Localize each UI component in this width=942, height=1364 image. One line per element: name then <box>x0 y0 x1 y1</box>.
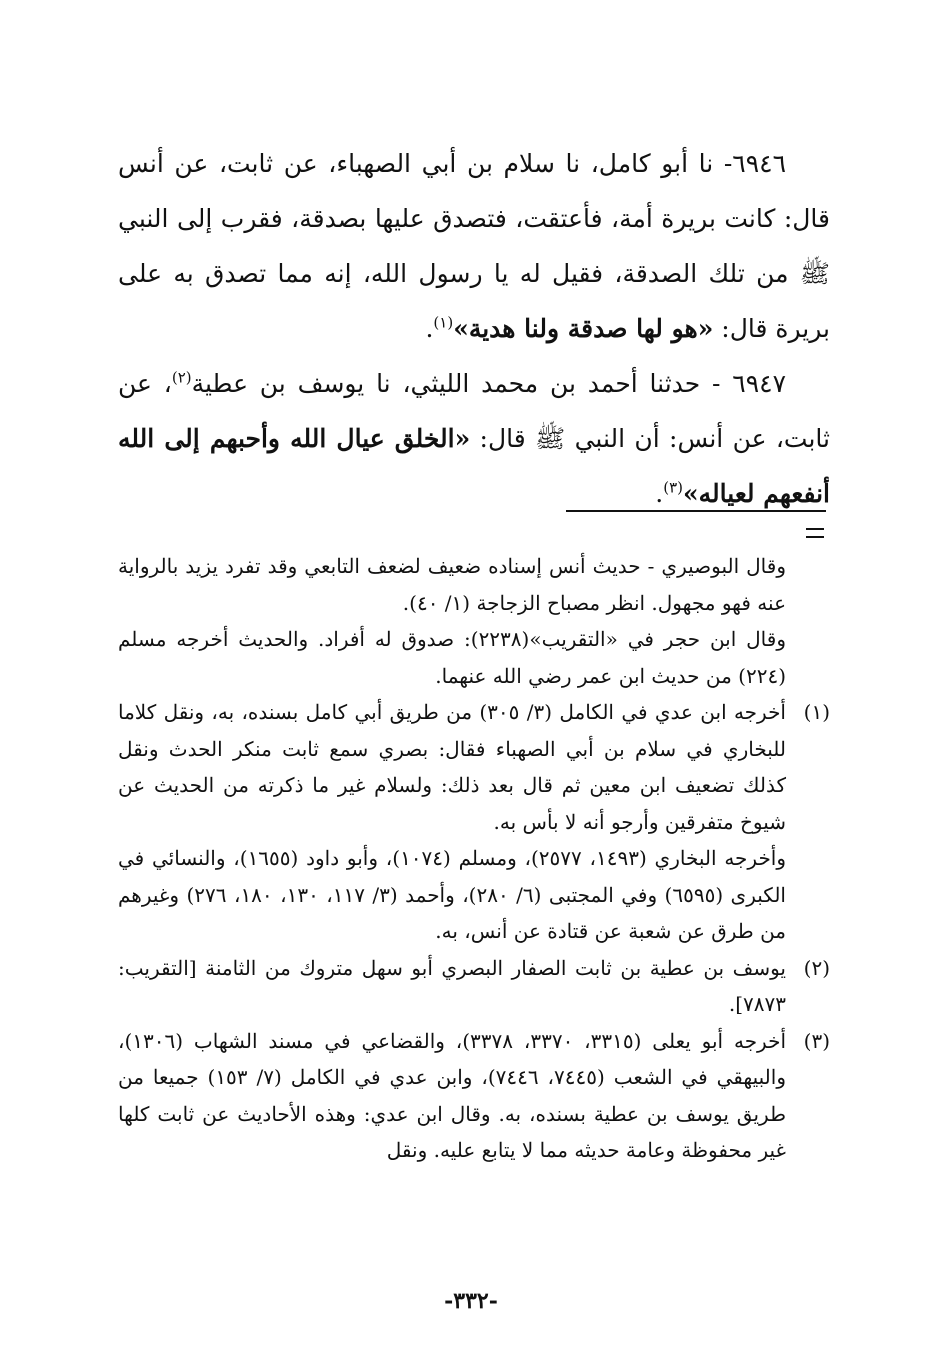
hadith-6946-quote: «هو لها صدقة ولنا هدية» <box>453 314 714 343</box>
hadith-6946 <box>118 136 830 356</box>
footnote-3-text: أخرجه أبو يعلى (٣٣١٥، ٣٣٧٠، ٣٣٧٨)، والقضاعي في مسند الشهاب (١٣٠٦)، والبيهقي في الشعب (٧٤٤٥، ٧٤٤٦)، وابن عدي في الكامل (٧/ ١٥٣) جميعا من طريق يوسف بن عطية بسنده، به. وقال ابن عدي: وهذه الأحاديث عن ثابت كلها غير محفوظة وعامة حديثه مما لا يتابع عليه. ونقل <box>118 1028 787 1162</box>
main-text <box>118 136 830 521</box>
footnote-ref-2: (٢) <box>171 368 192 387</box>
footnote-2 <box>118 950 830 1023</box>
hadith-6947-text-b: ، عن ثابت، عن أنس: أن النبي ﷺ قال: <box>118 369 830 453</box>
footnote-1-number: (١) <box>803 700 830 724</box>
hadith-6947-quote: «الخلق عيال الله وأحبهم إلى الله أنفعهم لعياله» <box>118 424 830 508</box>
footnote-1-text-2: وأخرجه البخاري (١٤٩٣، ٢٥٧٧)، ومسلم (١٠٧٤)، وأبو داود (١٦٥٥)، والنسائي في الكبرى (٦٥٩٥) وفي المجتبى (٦/ ٢٨٠)، وأحمد (٣/ ١١٧، ١٣٠، ١٨٠، ٢٧٦) وغيرهم من طرق عن شعبة عن قتادة عن أنس، به. <box>118 846 787 943</box>
footnote-2-text: يوسف بن عطية بن ثابت الصفار البصري أبو سهل متروك من الثامنة [التقريب: ٧٨٧٣]. <box>118 955 786 1016</box>
footnote-1 <box>118 694 830 840</box>
hadith-6946-end: . <box>425 314 434 343</box>
hadith-6947-end: . <box>655 479 664 508</box>
page-number: -٣٣٢- <box>444 1288 498 1314</box>
footnote-3 <box>118 1023 830 1169</box>
footnote-ref-3: (٣) <box>663 478 684 497</box>
hadith-6947-text-a: ٦٩٤٧ - حدثنا أحمد بن محمد الليثي، نا يوسف بن عطية <box>191 369 786 398</box>
footnote-1-text: أخرجه ابن عدي في الكامل (٣/ ٣٠٥) من طريق أبي كامل بسنده، به، ونقل كلاما للبخاري في سلام بن أبي الصهباء فقال: بصري سمع ثابت منكر الحدث ونقل كذلك تضعيف ابن معين ثم قال بعد ذلك: ولسلام غير ما ذكرته من الحديث عن شيوخ متفرقين وأرجو أنه لا بأس به. <box>118 700 786 834</box>
footnote-continuation-1: وقال البوصيري - حديث أنس إسناده ضعيف لضعف التابعي وقد تفرد يزيد بالرواية عنه فهو مجهول. انظر مصباح الزجاجة (١/ ٤٠). <box>118 554 786 615</box>
footnote-2-number: (٢) <box>803 955 830 980</box>
hadith-6947 <box>118 356 830 521</box>
footnote-divider <box>566 510 826 512</box>
footnote-3-number: (٣) <box>803 1028 830 1053</box>
continuation-mark <box>806 528 824 538</box>
hadith-6946-text: ٦٩٤٦- نا أبو كامل، نا سلام بن أبي الصهباء، عن ثابت، عن أنس قال: كانت بريرة أمة، فأعتقت، فتصدق عليها بصدقة، فقرب إلى النبي ﷺ من تلك الصدقة، فقيل له يا رسول الله، إنه مما تصدق به على بريرة قال: <box>118 149 830 343</box>
footnote-continuation-2: وقال ابن حجر في «التقريب»(٢٢٣٨): صدوق له أفراد. والحديث أخرجه مسلم (٢٢٤) من حديث ابن عمر رضي الله عنهما. <box>118 627 786 688</box>
footnote-ref-1: (١) <box>433 313 454 332</box>
footnotes <box>118 548 830 1169</box>
